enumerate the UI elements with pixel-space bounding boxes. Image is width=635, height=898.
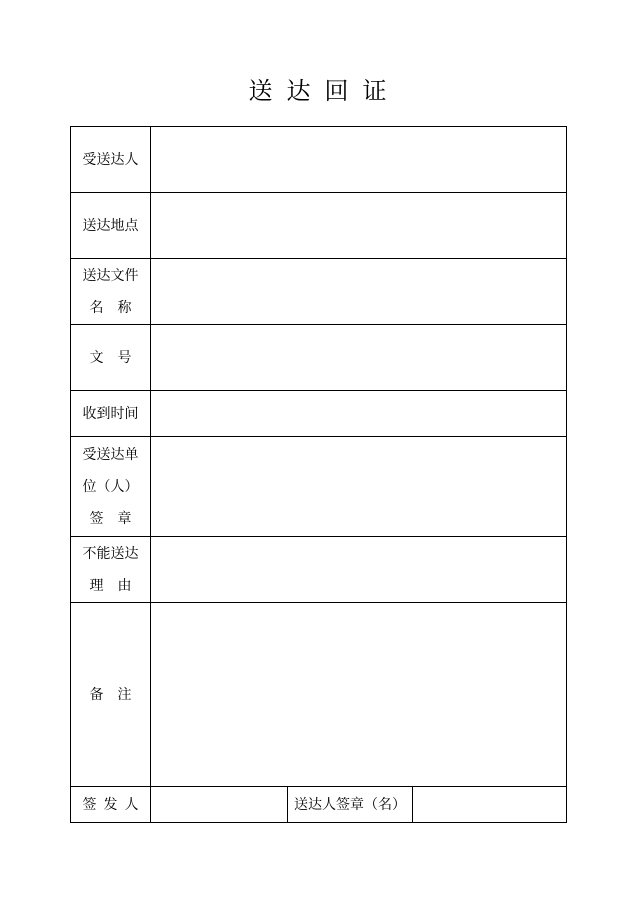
row-recipient-seal (71, 437, 567, 537)
row-remarks (71, 603, 567, 787)
row-non-delivery-reason (71, 537, 567, 603)
field-recipient-seal[interactable] (151, 437, 567, 537)
label-recipient: 受送达人 (71, 127, 151, 193)
field-non-delivery-reason[interactable] (151, 537, 567, 603)
field-document-name[interactable] (151, 259, 567, 325)
label-server-signature: 送达人签章（名） (288, 787, 413, 823)
service-receipt-form (70, 126, 567, 823)
field-remarks[interactable] (151, 603, 567, 787)
label-recipient-seal: 受送达单 位（人） 签 章 (71, 437, 151, 537)
field-recipient[interactable] (151, 127, 567, 193)
label-remarks: 备 注 (71, 603, 151, 787)
row-service-location (71, 193, 567, 259)
document-title: 送达回证 (248, 77, 401, 105)
field-document-number[interactable] (151, 325, 567, 391)
label-document-number: 文 号 (71, 325, 151, 391)
row-document-number (71, 325, 567, 391)
label-issuer: 签发人 (71, 787, 151, 823)
row-receipt-time (71, 391, 567, 437)
field-issuer[interactable] (151, 787, 288, 823)
row-signatures (71, 787, 567, 823)
field-service-location[interactable] (151, 193, 567, 259)
label-receipt-time: 收到时间 (71, 391, 151, 437)
label-document-name: 送达文件 名 称 (71, 259, 151, 325)
row-document-name (71, 259, 567, 325)
label-non-delivery-reason: 不能送达 理 由 (71, 537, 151, 603)
field-server-signature[interactable] (413, 787, 567, 823)
field-receipt-time[interactable] (151, 391, 567, 437)
row-recipient (71, 127, 567, 193)
label-service-location: 送达地点 (71, 193, 151, 259)
